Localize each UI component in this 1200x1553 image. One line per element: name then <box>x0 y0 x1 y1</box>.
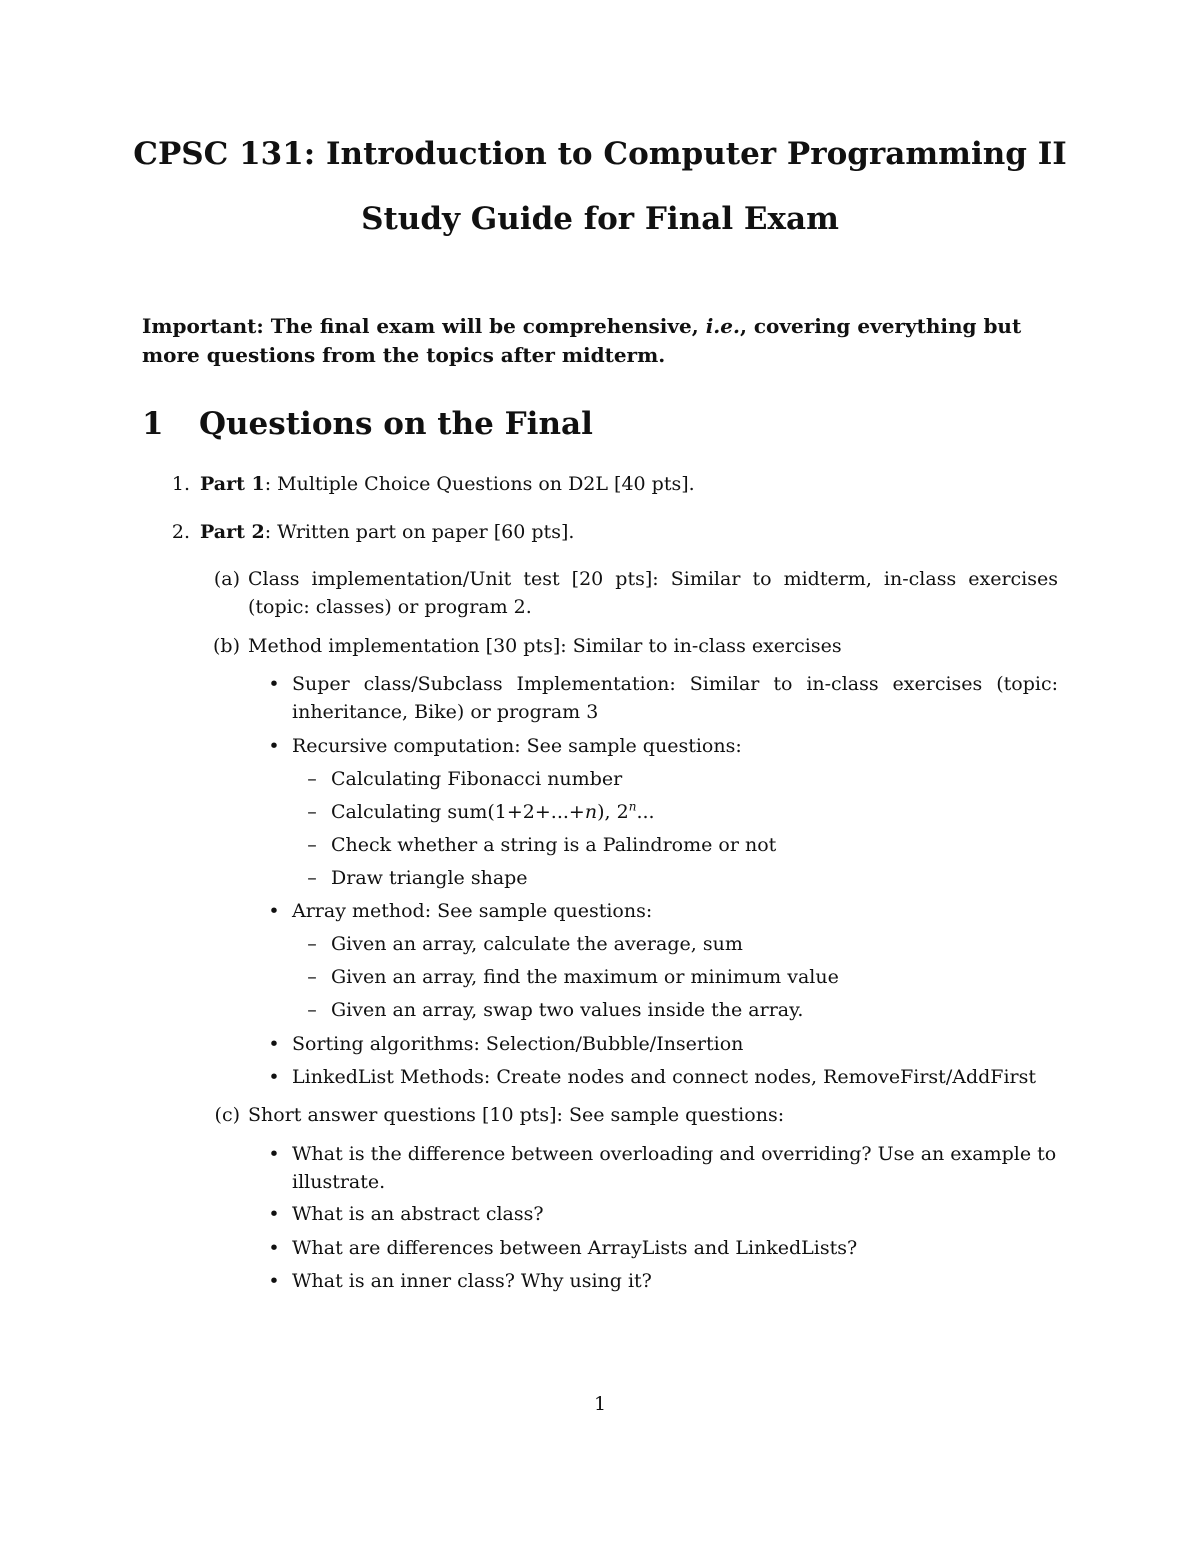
bullet-text: What is an inner class? Why using it? <box>292 1270 652 1292</box>
bullet-text: What are differences between ArrayLists and LinkedLists? <box>292 1237 858 1259</box>
dash-icon: – <box>307 801 317 823</box>
important-label: Important: <box>142 314 264 338</box>
bullet-item-arraylists <box>268 1234 858 1262</box>
bullet-item-overloading <box>268 1140 1058 1196</box>
list-item-sub-a <box>213 565 1058 621</box>
math-n: n <box>584 801 598 823</box>
bullet-icon: • <box>268 1143 280 1165</box>
part-text: : Multiple Choice Questions on D2L [40 pts]. <box>264 473 695 495</box>
enum-label: (a) <box>213 568 240 590</box>
dash-text: Calculating sum(1+2+...+ <box>331 801 585 823</box>
important-text-b: , covering everything but more questions from the topics after midterm. <box>142 314 1022 367</box>
dash-item-array-swap <box>307 996 804 1024</box>
bullet-icon: • <box>268 1033 280 1055</box>
part-name: Part 2 <box>200 521 265 543</box>
sub-c-text: Short answer questions [10 pts]: See sample questions: <box>248 1104 785 1126</box>
section-number: 1 <box>142 406 164 442</box>
list-item-part-2 <box>171 518 575 546</box>
page-number: 1 <box>593 1393 607 1415</box>
important-ie: i.e. <box>705 314 740 338</box>
bullet-text: Array method: See sample questions: <box>292 900 653 922</box>
dash-icon: – <box>307 999 317 1021</box>
dash-text: Given an array, calculate the average, sum <box>331 933 743 955</box>
bullet-text: Sorting algorithms: Selection/Bubble/Insertion <box>292 1033 744 1055</box>
enum-label: 2. <box>171 521 190 543</box>
bullet-icon: • <box>268 673 280 695</box>
dash-icon: – <box>307 966 317 988</box>
enum-label: (c) <box>214 1104 240 1126</box>
document-title: CPSC 131: Introduction to Computer Programming II <box>133 136 1067 172</box>
dash-icon: – <box>307 867 317 889</box>
dash-item-fibonacci <box>307 765 623 793</box>
dash-item-array-average <box>307 930 743 958</box>
part-text: : Written part on paper [60 pts]. <box>264 521 575 543</box>
list-item-sub-c <box>214 1101 785 1129</box>
dash-text: Given an array, find the maximum or minimum value <box>331 966 839 988</box>
bullet-text: Recursive computation: See sample questions: <box>292 735 742 757</box>
bullet-text: Super class/Subclass Implementation: Similar to in-class exercises (topic: inheritance, Bike) or program 3 <box>292 673 1058 723</box>
dash-text: Given an array, swap two values inside the array. <box>331 999 804 1021</box>
list-item-sub-b <box>213 632 842 660</box>
bullet-icon: • <box>268 735 280 757</box>
dash-text-end: ... <box>636 801 655 823</box>
enum-label: (b) <box>213 635 240 657</box>
bullet-item-superclass <box>268 670 1058 726</box>
sub-b-text: Method implementation [30 pts]: Similar to in-class exercises <box>248 635 842 657</box>
bullet-item-sorting <box>268 1030 744 1058</box>
dash-item-palindrome <box>307 831 777 859</box>
dash-text-mid: ), 2 <box>597 801 629 823</box>
bullet-icon: • <box>268 1203 280 1225</box>
bullet-item-inner-class <box>268 1267 652 1295</box>
list-item-part-1 <box>171 470 695 498</box>
sub-a-text: Class implementation/Unit test [20 pts]: Similar to midterm, in-class exercises (topic: classes) or program 2. <box>248 568 1058 618</box>
dash-item-sum <box>307 798 655 826</box>
bullet-item-abstract <box>268 1200 544 1228</box>
dash-text: Check whether a string is a Palindrome or not <box>331 834 777 856</box>
bullet-icon: • <box>268 900 280 922</box>
part-name: Part 1 <box>200 473 265 495</box>
enum-label: 1. <box>171 473 190 495</box>
dash-icon: – <box>307 768 317 790</box>
math-exponent: n <box>628 799 637 814</box>
bullet-item-recursive <box>268 732 742 760</box>
bullet-text: LinkedList Methods: Create nodes and connect nodes, RemoveFirst/AddFirst <box>292 1066 1036 1088</box>
dash-item-triangle <box>307 864 528 892</box>
bullet-item-array <box>268 897 653 925</box>
bullet-icon: • <box>268 1270 280 1292</box>
important-note <box>142 312 1058 370</box>
section-heading <box>142 406 593 442</box>
bullet-icon: • <box>268 1237 280 1259</box>
dash-item-array-maxmin <box>307 963 839 991</box>
dash-text: Draw triangle shape <box>331 867 528 889</box>
bullet-text: What is the difference between overloading and overriding? Use an example to illustrate. <box>292 1143 1057 1193</box>
important-text-a: The final exam will be comprehensive, <box>270 314 699 338</box>
section-title: Questions on the Final <box>199 406 593 442</box>
bullet-text: What is an abstract class? <box>292 1203 544 1225</box>
dash-icon: – <box>307 834 317 856</box>
dash-icon: – <box>307 933 317 955</box>
dash-text: Calculating Fibonacci number <box>331 768 623 790</box>
bullet-item-linkedlist <box>268 1063 1036 1091</box>
document-subtitle: Study Guide for Final Exam <box>361 201 839 237</box>
bullet-icon: • <box>268 1066 280 1088</box>
